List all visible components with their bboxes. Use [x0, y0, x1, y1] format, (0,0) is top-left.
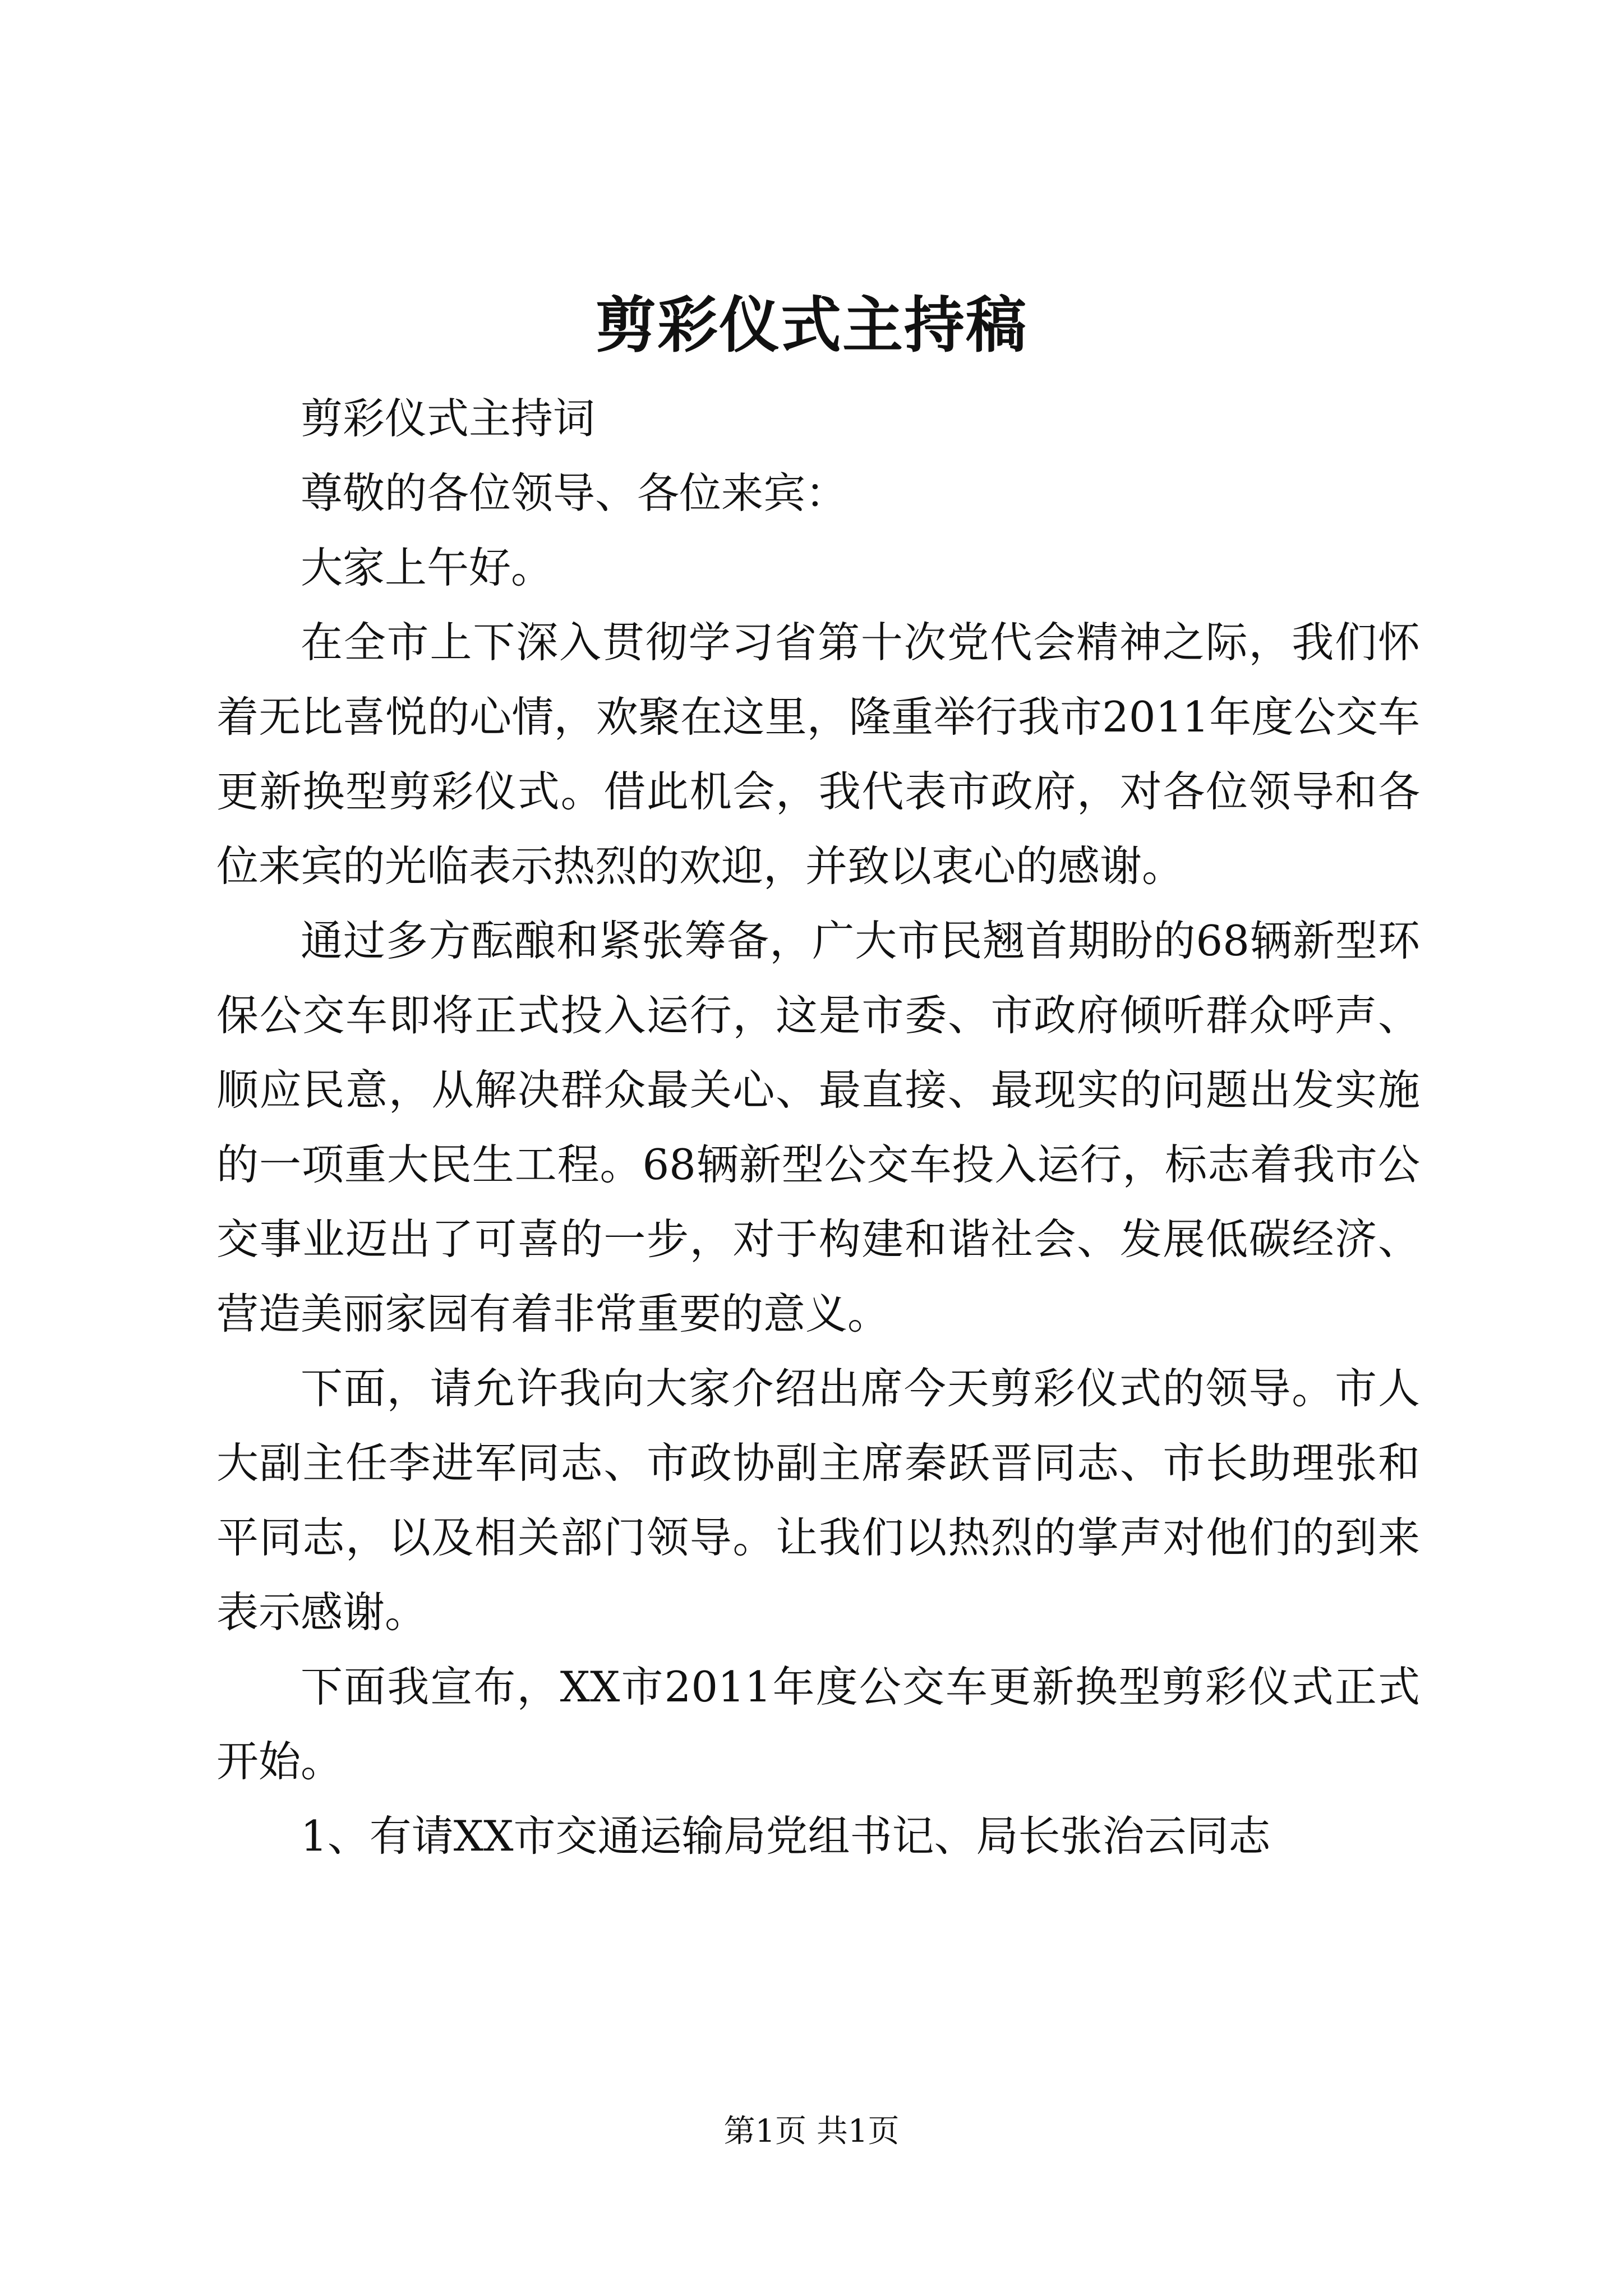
paragraph-leaders: 下面，请允许我向大家介绍出席今天剪彩仪式的领导。市人大副主任李进军同志、市政协副主席秦跃晋同志、市长助理张和平同志，以及相关部门领导。让我们以热烈的掌声对他们的到来表示感谢。 [216, 1364, 1420, 1637]
document-body [216, 381, 1420, 1874]
page-footer: 第1页 共1页 [723, 2113, 900, 2150]
paragraph-greeting: 大家上午好。 [301, 543, 554, 592]
paragraph-welcome: 在全市上下深入贯彻学习省第十次党代会精神之际，我们怀着无比喜悦的心情，欢聚在这里，隆重举行我市2011年度公交车更新换型剪彩仪式。借此机会，我代表市政府，对各位领导和各位来宾的光临表示热烈的欢迎，并致以衷心的感谢。 [216, 618, 1420, 891]
document-title: 剪彩仪式主持稿 [595, 290, 1027, 361]
paragraph-salutation: 尊敬的各位领导、各位来宾： [301, 468, 848, 518]
paragraph-heading: 剪彩仪式主持词 [301, 394, 596, 443]
paragraph-announcement: 下面我宣布，XX市2011年度公交车更新换型剪彩仪式正式开始。 [216, 1662, 1420, 1786]
paragraph-buses: 通过多方酝酿和紧张筹备，广大市民翘首期盼的68辆新型环保公交车即将正式投入运行，这是市委、市政府倾听群众呼声、顺应民意，从解决群众最关心、最直接、最现实的问题出发实施的一项重大民生工程。68辆新型公交车投入运行，标志着我市公交事业迈出了可喜的一步，对于构建和谐社会、发展低碳经济、营造美丽家园有着非常重要的意义。 [216, 916, 1420, 1338]
paragraph-item-1: 1、有请XX市交通运输局党组书记、局长张治云同志 [301, 1811, 1271, 1861]
